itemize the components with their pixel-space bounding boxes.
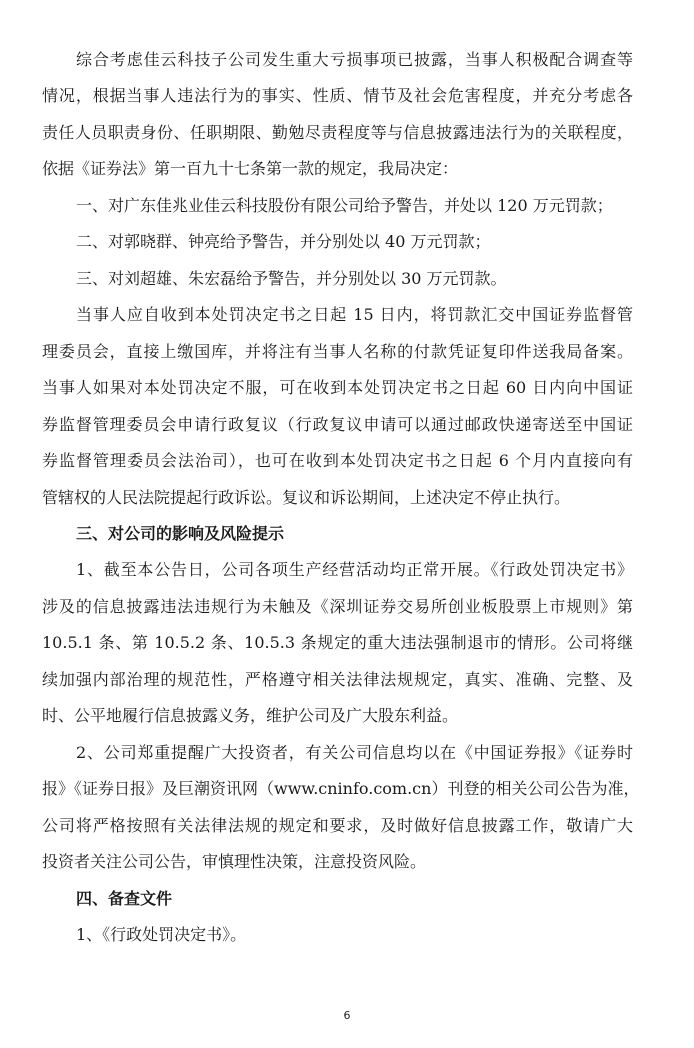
paragraph-line: 报》《证券日报》及巨潮资讯网（www.cninfo.com.cn）刊登的相关公司公告为准， bbox=[42, 779, 640, 798]
paragraph-line: 综合考虑佳云科技子公司发生重大亏损事项已披露，当事人积极配合调查等 bbox=[76, 50, 633, 69]
paragraph-line: 时、公平地履行信息披露义务，维护公司及广大股东利益。 bbox=[42, 706, 459, 725]
paragraph-line: 投资者关注公司公告，审慎理性决策，注意投资风险。 bbox=[42, 852, 427, 871]
paragraph-line: 1、截至本公告日，公司各项生产经营活动均正常开展。《行政处罚决定书》 bbox=[76, 560, 633, 579]
paragraph-line: 券监督管理委员会申请行政复议（行政复议申请可以通过邮政快递寄送至中国证 bbox=[42, 415, 633, 434]
paragraph-line: 续加强内部治理的规范性，严格遵守相关法律法规规定，真实、准确、完整、及 bbox=[42, 670, 633, 689]
paragraph-line: 理委员会，直接上缴国库，并将注有当事人名称的付款凭证复印件送我局备案。 bbox=[42, 342, 633, 361]
paragraph-line: 当事人应自收到本处罚决定书之日起 15 日内，将罚款汇交中国证券监督管 bbox=[76, 305, 633, 324]
section-heading-impact-risk: 三、对公司的影响及风险提示 bbox=[76, 524, 285, 543]
decision-item: 一、对广东佳兆业佳云科技股份有限公司给予警告，并处以 120 万元罚款； bbox=[76, 196, 613, 215]
paragraph-line: 当事人如果对本处罚决定不服，可在收到本处罚决定书之日起 60 日内向中国证 bbox=[42, 378, 633, 397]
section-heading-reference-documents: 四、备查文件 bbox=[76, 889, 173, 908]
paragraph-line: 2、公司郑重提醒广大投资者，有关公司信息均以在《中国证券报》《证券时 bbox=[76, 743, 633, 762]
paragraph-line: 涉及的信息披露违法违规行为未触及《深圳证券交易所创业板股票上市规则》第 bbox=[42, 597, 633, 616]
paragraph-line: 情况，根据当事人违法行为的事实、性质、情节及社会危害程度，并充分考虑各 bbox=[42, 86, 633, 105]
reference-document-item: 1、《行政处罚决定书》。 bbox=[76, 925, 247, 944]
decision-item: 二、对郭晓群、钟亮给予警告，并分别处以 40 万元罚款； bbox=[76, 232, 491, 251]
paragraph-line: 10.5.1 条、第 10.5.2 条、10.5.3 条规定的重大违法强制退市的情形。公司将继 bbox=[42, 633, 633, 652]
paragraph-line: 责任人员职责身份、任职期限、勤勉尽责程度等与信息披露违法行为的关联程度， bbox=[42, 123, 633, 142]
paragraph-line: 管辖权的人民法院提起行政诉讼。复议和诉讼期间，上述决定不停止执行。 bbox=[42, 488, 571, 507]
paragraph-line: 公司将严格按照有关法律法规的规定和要求，及时做好信息披露工作，敬请广大 bbox=[42, 816, 633, 835]
decision-item: 三、对刘超雄、朱宏磊给予警告，并分别处以 30 万元罚款。 bbox=[76, 269, 507, 288]
paragraph-line: 券监督管理委员会法治司），也可在收到本处罚决定书之日起 6 个月内直接向有 bbox=[42, 451, 633, 470]
paragraph-line: 依据《证券法》第一百九十七条第一款的规定，我局决定： bbox=[42, 159, 459, 178]
page-number: 6 bbox=[343, 1009, 351, 1022]
